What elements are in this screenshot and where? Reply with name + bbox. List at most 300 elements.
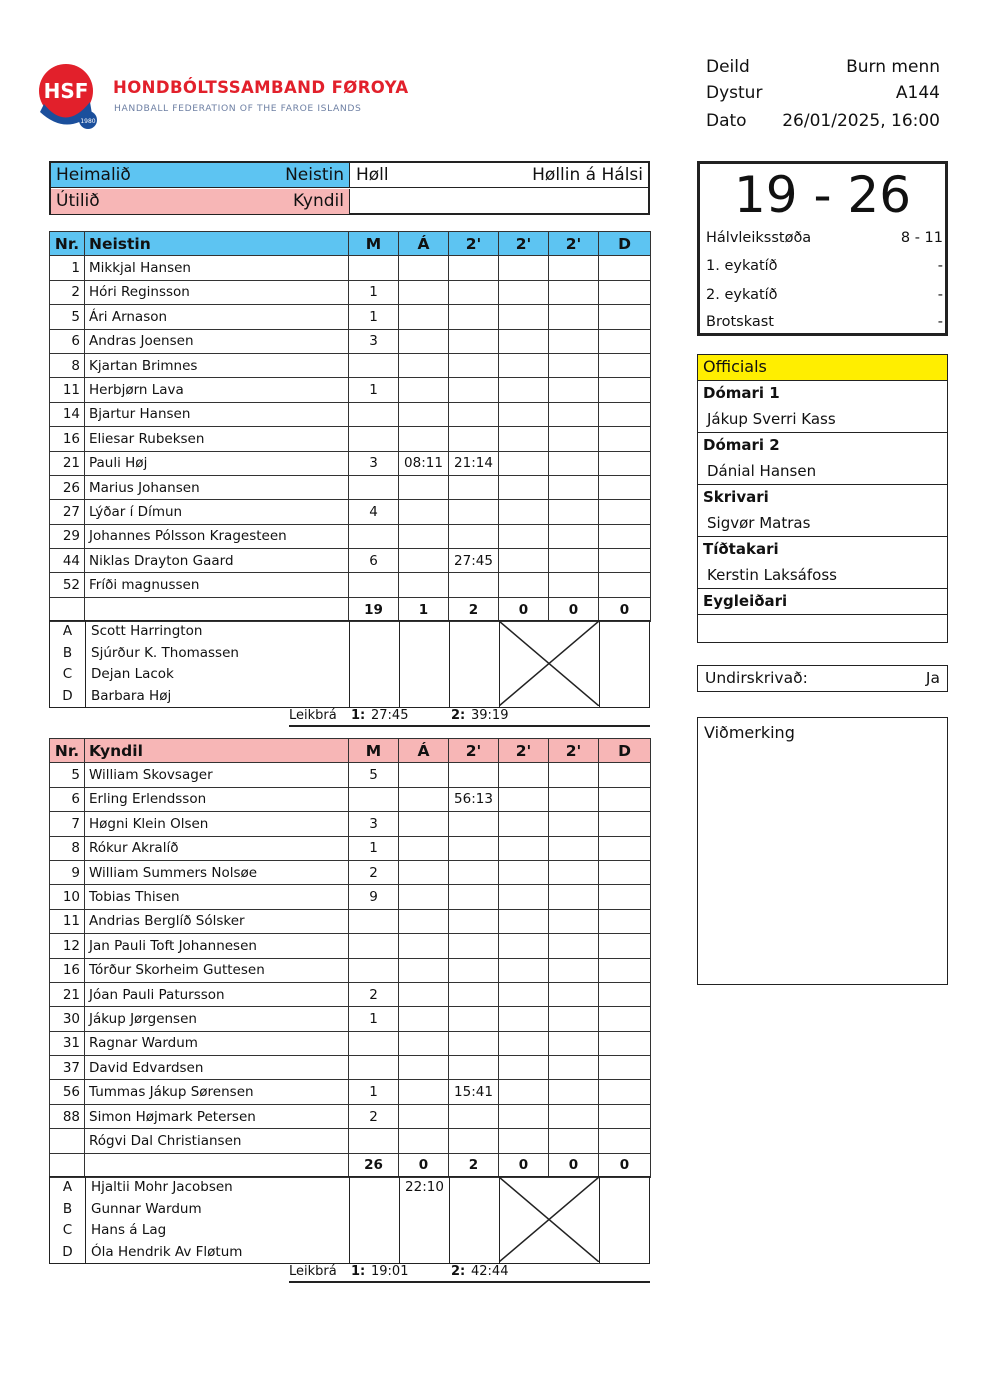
player-stat-m — [349, 909, 399, 933]
official-letter: C — [62, 1222, 73, 1238]
player-stat-m — [349, 524, 399, 548]
score-row-halftime — [706, 230, 943, 246]
score-row-value: - — [937, 258, 943, 274]
timeout-2-label: 2: — [451, 708, 466, 723]
player-number — [50, 1129, 85, 1153]
score-row-label: 1. eykatíð — [706, 258, 778, 274]
player-stat-d — [599, 524, 651, 548]
player-stat-t2 — [499, 787, 549, 811]
player-stat-m — [349, 787, 399, 811]
player-number: 9 — [50, 860, 85, 884]
col-disqualification: D — [599, 739, 651, 763]
team-official-row — [50, 1222, 400, 1243]
player-stat-t1 — [449, 1007, 499, 1031]
player-name: Tobias Thisen — [85, 885, 349, 909]
org-name: HONDBÓLTSSAMBAND FØROYA — [113, 78, 409, 97]
player-stat-t3 — [549, 909, 599, 933]
player-stat-a — [399, 1104, 449, 1128]
player-number: 11 — [50, 378, 85, 402]
team-official-row — [50, 666, 400, 687]
table-row — [50, 1080, 651, 1104]
team-official-row — [50, 1179, 400, 1200]
player-name: William Summers Nolsøe — [85, 860, 349, 884]
player-name: Hóri Reginsson — [85, 280, 349, 304]
player-name: David Edvardsen — [85, 1056, 349, 1080]
col-nr: Nr. — [50, 739, 85, 763]
table-row — [50, 549, 651, 573]
official-name: Scott Harrington — [91, 623, 203, 639]
table-row — [50, 524, 651, 548]
away-team-name: Kyndil — [293, 191, 344, 211]
player-number: 1 — [50, 256, 85, 280]
player-number: 12 — [50, 934, 85, 958]
player-stat-a — [399, 1129, 449, 1153]
teams-box — [49, 161, 650, 215]
official-name: Hans á Lag — [91, 1222, 167, 1238]
meta-match — [706, 83, 940, 103]
signed-box — [697, 665, 948, 692]
totals-empty — [50, 597, 85, 621]
player-stat-a — [399, 573, 449, 597]
player-stat-d — [599, 860, 651, 884]
table-row — [50, 427, 651, 451]
player-stat-d — [599, 573, 651, 597]
player-stat-t1 — [449, 475, 499, 499]
player-stat-m — [349, 958, 399, 982]
player-stat-d — [599, 787, 651, 811]
total-m: 26 — [349, 1153, 399, 1177]
player-number: 27 — [50, 500, 85, 524]
total-a: 1 — [399, 597, 449, 621]
player-stat-t2 — [499, 475, 549, 499]
player-stat-d — [599, 1080, 651, 1104]
official-name: Hjaltii Mohr Jacobsen — [91, 1179, 233, 1195]
player-stat-t2 — [499, 1129, 549, 1153]
home-table-header — [50, 232, 651, 256]
player-stat-t2 — [499, 305, 549, 329]
col-disqualification: D — [599, 232, 651, 256]
player-stat-t3 — [549, 934, 599, 958]
total-t3: 0 — [549, 597, 599, 621]
player-number: 16 — [50, 958, 85, 982]
col-goals: M — [349, 232, 399, 256]
player-number: 8 — [50, 836, 85, 860]
signed-value: Ja — [925, 669, 940, 687]
meta-value: 26/01/2025, 16:00 — [782, 111, 940, 131]
team-official-row — [50, 1244, 400, 1265]
player-stat-t2 — [499, 1056, 549, 1080]
remarks-box — [697, 717, 948, 985]
player-stat-t3 — [549, 1031, 599, 1055]
player-stat-t3 — [549, 763, 599, 787]
player-stat-m: 3 — [349, 812, 399, 836]
player-stat-m — [349, 402, 399, 426]
player-stat-t2 — [499, 353, 549, 377]
official-role: Skrivari — [703, 488, 769, 506]
player-stat-t1 — [449, 1031, 499, 1055]
table-row — [50, 475, 651, 499]
away-players-table — [49, 738, 651, 1178]
player-stat-t3 — [549, 860, 599, 884]
player-stat-d — [599, 909, 651, 933]
player-number: 29 — [50, 524, 85, 548]
player-stat-t1 — [449, 958, 499, 982]
player-stat-a — [399, 860, 449, 884]
table-row — [50, 329, 651, 353]
player-stat-d — [599, 500, 651, 524]
official-person: Sigvør Matras — [698, 511, 947, 537]
player-number: 2 — [50, 280, 85, 304]
player-number: 10 — [50, 885, 85, 909]
player-stat-m: 2 — [349, 982, 399, 1006]
player-stat-t1 — [449, 909, 499, 933]
player-stat-d — [599, 1031, 651, 1055]
meta-label: Deild — [706, 57, 750, 77]
player-stat-m — [349, 573, 399, 597]
total-t2: 0 — [499, 1153, 549, 1177]
player-stat-t1 — [449, 500, 499, 524]
player-stat-t3 — [549, 475, 599, 499]
player-stat-a — [399, 1080, 449, 1104]
official-name: Óla Hendrik Av Fløtum — [91, 1243, 243, 1260]
org-subtitle: HANDBALL FEDERATION OF THE FAROE ISLANDS — [114, 103, 362, 114]
player-stat-t2 — [499, 1080, 549, 1104]
meta-label: Dystur — [706, 83, 763, 103]
col-suspension-2: 2' — [499, 232, 549, 256]
official-name: Dejan Lacok — [91, 666, 174, 682]
player-stat-t3 — [549, 524, 599, 548]
meta-value: A144 — [895, 83, 940, 103]
player-stat-a — [399, 909, 449, 933]
player-stat-m — [349, 1056, 399, 1080]
totals-empty — [85, 1153, 349, 1177]
player-stat-d — [599, 1056, 651, 1080]
player-number: 30 — [50, 1007, 85, 1031]
table-row — [50, 885, 651, 909]
player-stat-d — [599, 427, 651, 451]
timeout-1-label: 1: — [351, 708, 366, 723]
player-stat-m: 1 — [349, 836, 399, 860]
player-stat-t3 — [549, 402, 599, 426]
player-name: Kjartan Brimnes — [85, 353, 349, 377]
player-stat-t2 — [499, 549, 549, 573]
team-official-row — [50, 623, 400, 644]
totals-empty — [50, 1153, 85, 1177]
total-t1: 2 — [449, 597, 499, 621]
cross-out-icon — [499, 1177, 599, 1262]
timeout-1-value: 19:01 — [371, 1264, 409, 1279]
table-row — [50, 402, 651, 426]
player-name: Tórður Skorheim Guttesen — [85, 958, 349, 982]
home-timeouts — [289, 707, 650, 727]
player-stat-t1 — [449, 524, 499, 548]
player-number: 21 — [50, 982, 85, 1006]
player-stat-t2 — [499, 909, 549, 933]
player-stat-t1 — [449, 982, 499, 1006]
total-d: 0 — [599, 1153, 651, 1177]
player-stat-t1 — [449, 1104, 499, 1128]
player-stat-m — [349, 475, 399, 499]
player-stat-m — [349, 353, 399, 377]
player-stat-d — [599, 836, 651, 860]
official-name: Barbara Høj — [91, 687, 172, 704]
player-stat-t2 — [499, 256, 549, 280]
player-number: 56 — [50, 1080, 85, 1104]
player-stat-a — [399, 280, 449, 304]
official-role: Tíðtakari — [703, 540, 779, 558]
col-warning: Á — [399, 232, 449, 256]
player-name: Jákup Jørgensen — [85, 1007, 349, 1031]
player-number: 5 — [50, 305, 85, 329]
player-stat-a — [399, 763, 449, 787]
meta-date — [706, 111, 940, 131]
table-row — [50, 573, 651, 597]
player-stat-t3 — [549, 353, 599, 377]
player-stat-d — [599, 958, 651, 982]
player-stat-m — [349, 934, 399, 958]
player-stat-t2 — [499, 982, 549, 1006]
official-role: Dómari 1 — [703, 384, 780, 402]
player-number: 7 — [50, 812, 85, 836]
player-stat-t2 — [499, 378, 549, 402]
player-stat-d — [599, 280, 651, 304]
score-row-extra-2 — [706, 287, 943, 303]
table-row — [50, 378, 651, 402]
table-row — [50, 934, 651, 958]
totals-row — [50, 597, 651, 621]
table-row — [50, 1129, 651, 1153]
meta-division — [706, 57, 940, 77]
team-official-row — [50, 645, 400, 666]
table-row — [50, 958, 651, 982]
score-row-penalties — [706, 314, 943, 330]
player-stat-t2 — [499, 1007, 549, 1031]
player-stat-a — [399, 812, 449, 836]
score-row-value: 8 - 11 — [900, 230, 943, 246]
score-row-label: Brotskast — [706, 314, 774, 330]
player-stat-a — [399, 934, 449, 958]
player-stat-a — [399, 305, 449, 329]
player-stat-t3 — [549, 305, 599, 329]
player-name: Simon Højmark Petersen — [85, 1104, 349, 1128]
player-stat-t3 — [549, 885, 599, 909]
totals-empty — [85, 597, 349, 621]
player-stat-m — [349, 1031, 399, 1055]
player-stat-d — [599, 1007, 651, 1031]
player-stat-t1 — [449, 378, 499, 402]
player-stat-t3 — [549, 1080, 599, 1104]
table-row — [50, 787, 651, 811]
player-stat-t2 — [499, 1104, 549, 1128]
player-stat-a — [399, 885, 449, 909]
player-name: William Skovsager — [85, 763, 349, 787]
player-stat-d — [599, 1104, 651, 1128]
player-stat-t3 — [549, 1007, 599, 1031]
player-stat-t1 — [449, 1056, 499, 1080]
column-divider — [449, 1177, 450, 1263]
venue-label: Høll — [356, 165, 389, 185]
player-stat-t1 — [449, 763, 499, 787]
official-person: Kerstin Laksáfoss — [698, 563, 947, 589]
player-stat-m: 1 — [349, 1007, 399, 1031]
score-row-value: - — [937, 314, 943, 330]
player-stat-t1 — [449, 353, 499, 377]
player-stat-t2 — [499, 958, 549, 982]
table-row — [50, 451, 651, 475]
away-team-cell — [51, 189, 350, 214]
player-stat-t1 — [449, 812, 499, 836]
player-stat-t2 — [499, 812, 549, 836]
player-stat-a — [399, 836, 449, 860]
player-stat-a — [399, 353, 449, 377]
player-number: 8 — [50, 353, 85, 377]
player-stat-m: 1 — [349, 305, 399, 329]
home-label: Heimalið — [56, 165, 131, 185]
player-stat-a — [399, 378, 449, 402]
player-name: Ári Arnason — [85, 305, 349, 329]
player-stat-a — [399, 982, 449, 1006]
player-stat-m: 2 — [349, 1104, 399, 1128]
away-timeouts — [289, 1263, 650, 1283]
player-name: Marius Johansen — [85, 475, 349, 499]
player-number: 26 — [50, 475, 85, 499]
home-team-cell — [51, 163, 350, 187]
player-stat-t1: 27:45 — [449, 549, 499, 573]
player-number: 5 — [50, 763, 85, 787]
player-stat-d — [599, 549, 651, 573]
player-name: Andras Joensen — [85, 329, 349, 353]
player-number: 44 — [50, 549, 85, 573]
player-stat-t1 — [449, 1129, 499, 1153]
official-warning: 22:10 — [405, 1179, 444, 1195]
player-name: Høgni Klein Olsen — [85, 812, 349, 836]
home-team-row — [51, 163, 648, 188]
away-table-header — [50, 739, 651, 763]
player-stat-a — [399, 427, 449, 451]
player-stat-m — [349, 427, 399, 451]
player-stat-a — [399, 329, 449, 353]
player-name: Ragnar Wardum — [85, 1031, 349, 1055]
player-stat-a — [399, 256, 449, 280]
meta-label: Dato — [706, 111, 747, 131]
col-team: Kyndil — [85, 739, 349, 763]
player-stat-d — [599, 475, 651, 499]
player-name: Tummas Jákup Sørensen — [85, 1080, 349, 1104]
player-stat-d — [599, 329, 651, 353]
official-name: Sjúrður K. Thomassen — [91, 644, 239, 661]
player-number: 21 — [50, 451, 85, 475]
player-stat-t2 — [499, 836, 549, 860]
player-stat-t2 — [499, 427, 549, 451]
player-stat-a — [399, 1056, 449, 1080]
player-number: 6 — [50, 787, 85, 811]
official-letter: B — [62, 1200, 73, 1217]
player-stat-a — [399, 524, 449, 548]
official-letter: B — [62, 644, 73, 661]
total-t1: 2 — [449, 1153, 499, 1177]
signed-label: Undirskrivað: — [705, 669, 808, 687]
player-stat-m: 3 — [349, 451, 399, 475]
player-stat-d — [599, 451, 651, 475]
timeout-1-value: 27:45 — [371, 708, 409, 723]
player-stat-t1 — [449, 573, 499, 597]
player-stat-d — [599, 1129, 651, 1153]
player-stat-m: 4 — [349, 500, 399, 524]
table-row — [50, 1007, 651, 1031]
player-stat-t2 — [499, 1031, 549, 1055]
player-name: Jan Pauli Toft Johannesen — [85, 934, 349, 958]
player-stat-d — [599, 305, 651, 329]
table-row — [50, 353, 651, 377]
column-divider — [599, 1177, 600, 1263]
player-stat-t1 — [449, 402, 499, 426]
player-stat-a — [399, 1031, 449, 1055]
player-stat-a: 08:11 — [399, 451, 449, 475]
player-stat-d — [599, 812, 651, 836]
player-stat-a — [399, 500, 449, 524]
svg-text:HSF: HSF — [43, 79, 89, 103]
player-name: Pauli Høj — [85, 451, 349, 475]
player-stat-t2 — [499, 934, 549, 958]
player-stat-m: 5 — [349, 763, 399, 787]
timeout-1-label: 1: — [351, 1264, 366, 1279]
official-letter: A — [62, 1179, 73, 1195]
player-stat-t3 — [549, 280, 599, 304]
player-stat-m: 6 — [349, 549, 399, 573]
official-letter: A — [62, 623, 73, 639]
table-row — [50, 763, 651, 787]
player-stat-t2 — [499, 402, 549, 426]
player-stat-t1 — [449, 280, 499, 304]
player-number: 52 — [50, 573, 85, 597]
player-name: Eliesar Rubeksen — [85, 427, 349, 451]
total-t3: 0 — [549, 1153, 599, 1177]
player-stat-a — [399, 549, 449, 573]
team-official-row — [50, 1201, 400, 1222]
home-players-table — [49, 231, 651, 622]
player-stat-a — [399, 1007, 449, 1031]
player-stat-t1 — [449, 885, 499, 909]
table-row — [50, 812, 651, 836]
player-stat-m — [349, 256, 399, 280]
player-stat-t1 — [449, 305, 499, 329]
player-name: Jóan Pauli Patursson — [85, 982, 349, 1006]
player-number: 14 — [50, 402, 85, 426]
player-stat-t3 — [549, 1104, 599, 1128]
table-row — [50, 836, 651, 860]
col-suspension-1: 2' — [449, 232, 499, 256]
timeout-2-value: 39:19 — [471, 708, 509, 723]
score-box — [697, 161, 948, 336]
player-stat-m: 2 — [349, 860, 399, 884]
player-name: Bjartur Hansen — [85, 402, 349, 426]
table-row — [50, 860, 651, 884]
table-row — [50, 1104, 651, 1128]
player-stat-t2 — [499, 524, 549, 548]
venue-cell — [351, 163, 648, 187]
official-letter: C — [62, 666, 73, 682]
player-number: 11 — [50, 909, 85, 933]
player-number: 6 — [50, 329, 85, 353]
player-stat-m: 9 — [349, 885, 399, 909]
official-letter: D — [62, 1243, 73, 1260]
empty-cell — [351, 189, 648, 214]
player-stat-t1 — [449, 427, 499, 451]
home-team-name: Neistin — [285, 165, 344, 185]
column-divider — [449, 621, 450, 707]
officials-panel — [697, 354, 948, 643]
score-row-extra-1 — [706, 258, 943, 274]
